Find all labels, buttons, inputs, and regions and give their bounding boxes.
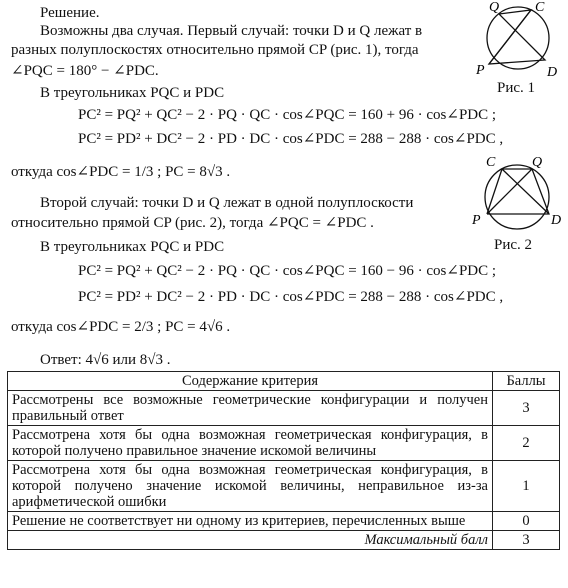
fig1-label-q: Q: [489, 0, 500, 15]
fig1-label-c: C: [535, 0, 545, 15]
fig2-label-c: C: [486, 155, 496, 170]
case2-line2: относительно прямой CP (рис. 2), тогда ∠PQC = ∠PDC .: [11, 215, 374, 231]
criteria-row: [8, 512, 560, 531]
max-score-value: 3: [493, 531, 560, 550]
criteria-points: 0: [493, 512, 560, 531]
solution-heading: Решение.: [40, 5, 100, 21]
criteria-row: [8, 426, 560, 461]
criteria-row: [8, 391, 560, 426]
criteria-header-row: [8, 372, 560, 391]
criteria-points: 3: [493, 391, 560, 426]
equation-1a: PC² = PQ² + QC² − 2 · PQ · QC · cos∠PQC = 160 + 96 · cos∠PDC ;: [78, 107, 497, 123]
criteria-header-content: Содержание критерия: [8, 372, 493, 391]
criteria-text: Решение не соответствует ни одному из критериев, перечисленных выше: [8, 512, 493, 531]
criteria-total-row: [8, 531, 560, 550]
criteria-points: 2: [493, 426, 560, 461]
triangles-line-2: В треугольниках PQC и PDC: [40, 239, 225, 255]
criteria-text: Рассмотрены все возможные геометрические конфигурации и получен правильный ответ: [8, 391, 493, 426]
figure-2-diagram: [468, 152, 564, 238]
criteria-header-points: Баллы: [493, 372, 560, 391]
case1-line1: Возможны два случая. Первый случай: точки D и Q лежат в: [40, 23, 423, 39]
result-1: откуда cos∠PDC = 1/3 ; PC = 8√3 .: [11, 164, 231, 180]
case2-line1: Второй случай: точки D и Q лежат в одной полуплоскости: [40, 195, 414, 211]
criteria-text: Рассмотрена хотя бы одна возможная геометрическая конфигурация, в которой получено правильное значение искомой величины: [8, 426, 493, 461]
criteria-points: 1: [493, 461, 560, 512]
equation-1b: PC² = PD² + DC² − 2 · PD · DC · cos∠PDC = 288 − 288 · cos∠PDC ,: [78, 131, 504, 147]
fig2-label-p: P: [472, 213, 481, 228]
fig2-label-d: D: [551, 213, 562, 228]
fig1-label-p: P: [476, 63, 485, 78]
equation-2a: PC² = PQ² + QC² − 2 · PQ · QC · cos∠PQC = 160 − 96 · cos∠PDC ;: [78, 263, 497, 279]
answer-line: Ответ: 4√6 или 8√3 .: [40, 352, 171, 368]
fig2-label-q: Q: [532, 155, 543, 170]
figure-1-diagram: [472, 0, 564, 82]
case1-line3: ∠PQC = 180° − ∠PDC.: [11, 63, 159, 79]
case1-line2: разных полуплоскостях относительно прямой CP (рис. 1), тогда: [11, 42, 419, 58]
fig1-label-d: D: [547, 65, 558, 80]
figure-2-caption: Рис. 2: [494, 237, 533, 253]
max-score-label: Максимальный балл: [8, 531, 493, 550]
criteria-table: [7, 371, 560, 550]
triangles-line-1: В треугольниках PQC и PDC: [40, 85, 225, 101]
equation-2b: PC² = PD² + DC² − 2 · PD · DC · cos∠PDC = 288 − 288 · cos∠PDC ,: [78, 289, 504, 305]
figure-1-caption: Рис. 1: [497, 80, 536, 96]
criteria-row: [8, 461, 560, 512]
result-2: откуда cos∠PDC = 2/3 ; PC = 4√6 .: [11, 319, 231, 335]
criteria-text: Рассмотрена хотя бы одна возможная геометрическая конфигурация, в которой получено значение искомой величины, неправильное из-за арифметической ошибки: [8, 461, 493, 512]
